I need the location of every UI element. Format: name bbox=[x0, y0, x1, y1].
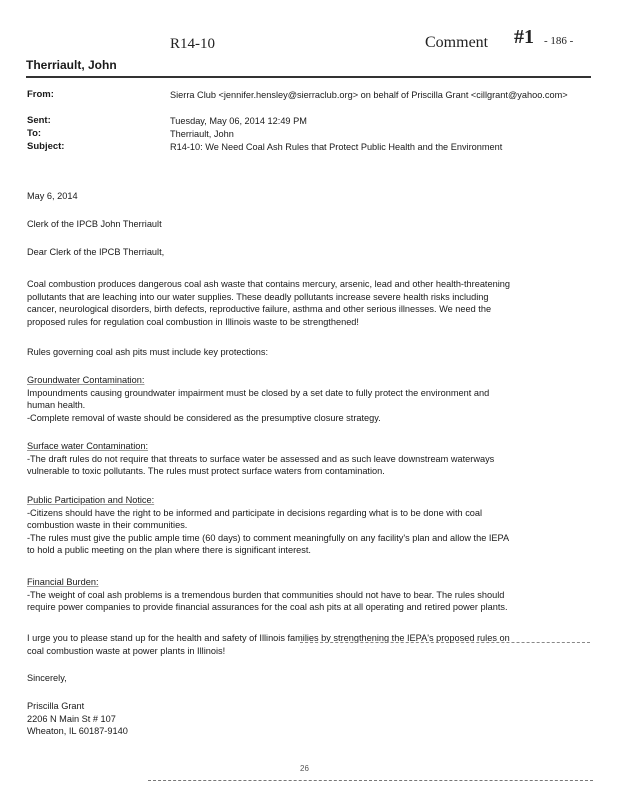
mailbox-owner-name: Therriault, John bbox=[26, 58, 117, 72]
comment-label: Comment bbox=[425, 34, 489, 51]
sent-value: Tuesday, May 06, 2014 12:49 PM bbox=[170, 116, 307, 126]
signoff: Sincerely, bbox=[27, 673, 67, 683]
addressee: Clerk of the IPCB John Therriault bbox=[27, 219, 162, 229]
sent-label: Sent: bbox=[27, 115, 51, 126]
footer-divider bbox=[148, 780, 593, 781]
closing-paragraph: I urge you to please stand up for the health and safety of Illinois families by strengthening the IEPA's proposed rules on coal combustion waste at power plants in Illinois! bbox=[27, 633, 510, 656]
groundwater-title: Groundwater Contamination: bbox=[27, 375, 145, 385]
to-value: Therriault, John bbox=[170, 129, 234, 139]
letter-date: May 6, 2014 bbox=[27, 191, 78, 201]
scan-underline-artifact bbox=[300, 642, 590, 643]
signature-block: Priscilla Grant 2206 N Main St # 107 Wheaton, IL 60187-9140 bbox=[27, 701, 128, 736]
to-label: To: bbox=[27, 128, 42, 139]
docket-number: R14-10 bbox=[170, 36, 215, 52]
groundwater-section: Groundwater Contamination: Impoundments causing groundwater impairment must be closed by a set date to fully protect the environment and human health. -Complete removal of waste should be considered as the presumptive closure strategy. bbox=[27, 374, 587, 424]
from-label: From: bbox=[27, 89, 54, 100]
salutation: Dear Clerk of the IPCB Therriault, bbox=[27, 247, 165, 257]
financial-burden-title: Financial Burden: bbox=[27, 577, 99, 587]
subject-value: R14-10: We Need Coal Ash Rules that Protect Public Health and the Environment bbox=[170, 142, 503, 152]
comment-suffix: - 186 - bbox=[544, 35, 574, 47]
comment-number: #1 bbox=[514, 26, 534, 48]
page-number: 26 bbox=[300, 764, 309, 773]
financial-burden-section: Financial Burden: -The weight of coal ash problems is a tremendous burden that communities should not have to bear. The rules should require power companies to provide financial assurances for the coal ash pits at all operating and retired power plants. bbox=[27, 576, 587, 614]
from-value: Sierra Club <jennifer.hensley@sierraclub.org> on behalf of Priscilla Grant <cillgrant@yahoo.com> bbox=[170, 90, 568, 100]
surface-water-title: Surface water Contamination: bbox=[27, 441, 149, 451]
public-participation-section: Public Participation and Notice: -Citizens should have the right to be informed and participate in decisions regarding what is to be done with coal combustion waste in their communities. -The rules must give the public ample time (60 days) to comment meaningfully on any facility's plan and allow the IEPA to hold a public meeting on the plan where there is significant interest. bbox=[27, 494, 587, 557]
header-divider bbox=[26, 76, 591, 78]
intro-paragraph: Coal combustion produces dangerous coal ash waste that contains mercury, arsenic, lead and other health-threatening pollutants that are leaching into our water supplies. These deadly pollutants increase severe health risks including cancer, neurological disorders, birth defects, reproductive failure, asthma and other serious illnesses. We need the proposed rules for regulation coal combustion in Illinois waste to be strengthened! bbox=[27, 279, 510, 327]
rules-intro: Rules governing coal ash pits must include key protections: bbox=[27, 347, 269, 357]
surface-water-section: Surface water Contamination: -The draft rules do not require that threats to surface water be assessed and as such leave downstream waterways vulnerable to toxic pollutants. The rules must protect surface waters from contamination. bbox=[27, 440, 587, 478]
subject-label: Subject: bbox=[27, 141, 65, 152]
public-participation-title: Public Participation and Notice: bbox=[27, 495, 155, 505]
